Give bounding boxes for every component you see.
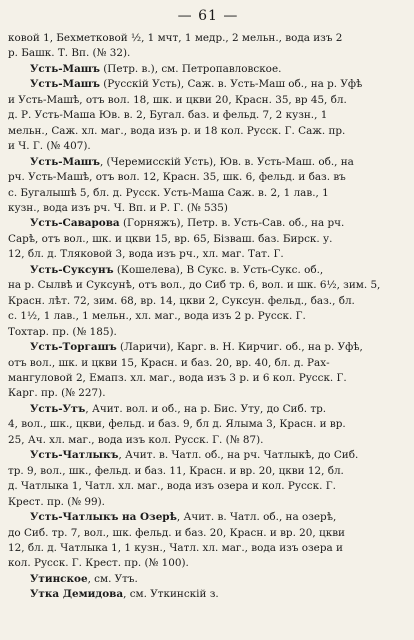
entry-text: мельн., Саж. хл. маг., вода изъ р. и 18 кол. Русск. Г. Саж. пр. bbox=[8, 124, 346, 137]
gazetteer-entry bbox=[8, 448, 408, 510]
entry-line bbox=[8, 31, 408, 46]
entry-text: Крест. пр. (№ 99). bbox=[8, 495, 105, 508]
entry-headword: Утинское bbox=[30, 572, 88, 585]
entry-text: р. Башк. Т. Вп. (№ 32). bbox=[8, 47, 131, 60]
gazetteer-entry bbox=[8, 216, 408, 262]
entry-text: Карг. пр. (№ 227). bbox=[8, 387, 106, 400]
entry-line bbox=[8, 201, 408, 216]
entry-line bbox=[8, 186, 408, 201]
entry-headword: Усть-Суксунъ bbox=[30, 263, 114, 276]
entry-line bbox=[8, 77, 408, 92]
entry-line bbox=[8, 232, 408, 247]
entry-headword: Усть-Утъ bbox=[30, 402, 86, 415]
entry-line bbox=[8, 448, 408, 463]
entry-line bbox=[8, 433, 408, 448]
entry-headword: Усть-Саварова bbox=[30, 217, 120, 230]
entry-line bbox=[8, 541, 408, 556]
entry-line bbox=[8, 263, 408, 278]
entry-text: (Русскій Усть), Саж. в. Усть-Маш об., на р. Уфѣ bbox=[99, 78, 363, 91]
entry-text: , (Черемисскій Усть), Юв. в. Усть-Маш. об., на bbox=[99, 155, 354, 168]
entry-text: , Ачит. в. Чатл. об., на рч. Чатлыкѣ, до Сиб. bbox=[118, 449, 359, 462]
entry-text: , см. Уткинскій з. bbox=[123, 588, 219, 601]
gazetteer-entry bbox=[8, 263, 408, 340]
entry-text: и Усть-Машѣ, отъ вол. 18, шк. и цкви 20, Красн. 35, вр 45, бл. bbox=[8, 93, 347, 106]
entry-text: , Ачит. вол. и об., на р. Бис. Уту, до Сиб. тр. bbox=[85, 402, 327, 415]
entry-line bbox=[8, 386, 408, 401]
entry-line bbox=[8, 124, 408, 139]
entry-line bbox=[8, 139, 408, 154]
entry-line bbox=[8, 325, 408, 340]
entry-text: (Кошелева), В Сукс. в. Усть-Сукс. об., bbox=[113, 263, 324, 276]
gazetteer-entry bbox=[8, 77, 408, 154]
entry-headword: Утка Демидова bbox=[30, 588, 124, 601]
entry-text: Сарѣ, отъ вол., шк. и цкви 15, вр. 65, Бізваш. баз. Бирск. у. bbox=[8, 232, 333, 245]
entry-text: на р. Сылвѣ и Суксунѣ, отъ вол., до Сиб тр. 6, вол. и шк. 6½, зим. 5, bbox=[8, 279, 381, 292]
entry-line bbox=[8, 278, 408, 293]
entry-text: ковой 1, Бехметковой ½, 1 мчт, 1 медр., 2 мельн., вода изъ 2 bbox=[8, 32, 343, 44]
entry-text: (Горняжъ), Петр. в. Усть-Сав. об., на рч. bbox=[119, 217, 345, 230]
entry-text: 4, вол., шк., цкви, фельд. и баз. 9, бл д. Ялыма 3, Красн. и вр. bbox=[8, 418, 346, 431]
entry-text: и Ч. Г. (№ 407). bbox=[8, 140, 91, 153]
entry-text: кузн., вода изъ рч. Ч. Вп. и Р. Г. (№ 535) bbox=[8, 201, 228, 214]
entry-headword: Усть-Машъ bbox=[30, 62, 100, 75]
entry-text: тр. 9, вол., шк., фельд. и баз. 11, Красн. и вр. 20, цкви 12, бл. bbox=[8, 464, 344, 477]
entry-text: 12, бл. д. Тляковой 3, вода изъ рч., хл. маг. Тат. Г. bbox=[8, 248, 284, 261]
gazetteer-entry bbox=[8, 340, 408, 402]
entry-line bbox=[8, 510, 408, 525]
gazetteer-entry bbox=[8, 572, 408, 587]
entry-line bbox=[8, 216, 408, 231]
entry-text: Красн. лѣт. 72, зим. 68, вр. 14, цкви 2, Суксун. фельд., баз., бл. bbox=[8, 294, 355, 307]
entry-line bbox=[8, 402, 408, 417]
gazetteer-entry bbox=[8, 402, 408, 448]
entry-text: рч. Усть-Машѣ, отъ вол. 12, Красн. 35, шк. 6, фельд. и баз. въ bbox=[8, 171, 346, 184]
entry-line bbox=[8, 62, 408, 77]
entry-text: 25, Ач. хл. маг., вода изъ кол. Русск. Г. (№ 87). bbox=[8, 433, 264, 446]
gazetteer-entry bbox=[8, 510, 408, 572]
entry-text: (Ларичи), Карг. в. Н. Кирчиг. об., на р. Уфѣ, bbox=[116, 341, 363, 354]
entry-text: д. Р. Усть-Маша Юв. в. 2, Бугал. баз. и фельд. 7, 2 кузн., 1 bbox=[8, 109, 328, 122]
entry-line bbox=[8, 464, 408, 479]
entry-line bbox=[8, 294, 408, 309]
gazetteer-entry bbox=[8, 31, 408, 62]
entry-text: с. 1½, 1 лав., 1 мельн., хл. маг., вода изъ 2 р. Русск. Г. bbox=[8, 310, 306, 323]
page-number: — 61 — bbox=[177, 8, 239, 24]
entry-text: до Сиб. тр. 7, вол., шк. фельд. и баз. 20, Красн. и вр. 20, цкви bbox=[8, 526, 345, 539]
entry-text: Тохтар. пр. (№ 185). bbox=[8, 325, 117, 338]
entry-headword: Усть-Чатлыкъ bbox=[30, 449, 119, 462]
entry-line bbox=[8, 556, 408, 571]
entry-line bbox=[8, 572, 408, 587]
entry-text: отъ вол., шк. и цкви 15, Красн. и баз. 20, вр. 40, бл. д. Рах- bbox=[8, 356, 330, 369]
entry-headword: Усть-Машъ bbox=[30, 78, 100, 91]
entry-text: , Ачит. в. Чатл. об., на озерѣ, bbox=[176, 511, 337, 524]
entry-text: 12, бл. д. Чатлыка 1, 1 кузн., Чатл. хл. маг., вода изъ озера и bbox=[8, 541, 343, 554]
gazetteer-entry bbox=[8, 587, 408, 602]
entry-line bbox=[8, 309, 408, 324]
entry-text: д. Чатлыка 1, Чатл. хл. маг., вода изъ озера и кол. Русск. Г. bbox=[8, 480, 336, 493]
entry-line bbox=[8, 495, 408, 510]
entry-text: , см. Утъ. bbox=[87, 572, 138, 585]
entry-headword: Усть-Машъ bbox=[30, 155, 100, 168]
entry-line bbox=[8, 46, 408, 61]
entry-headword: Усть-Торгашъ bbox=[30, 341, 117, 354]
entry-line bbox=[8, 371, 408, 386]
gazetteer-entry bbox=[8, 62, 408, 77]
entry-text: с. Бугалышѣ 5, бл. д. Русск. Усть-Маша Саж. в. 2, 1 лав., 1 bbox=[8, 186, 329, 199]
entry-line bbox=[8, 155, 408, 170]
entry-headword: Усть-Чатлыкъ на Озерѣ bbox=[30, 511, 177, 524]
gazetteer-entry bbox=[8, 155, 408, 217]
entries-list bbox=[8, 31, 408, 603]
entry-line bbox=[8, 587, 408, 602]
entry-text: (Петр. в.), см. Петропавловское. bbox=[99, 62, 282, 75]
entry-line bbox=[8, 340, 408, 355]
entry-line bbox=[8, 417, 408, 432]
entry-line bbox=[8, 479, 408, 494]
entry-line bbox=[8, 247, 408, 262]
entry-text: мангуловой 2, Емапз. хл. маг., вода изъ 3 р. и 6 кол. Русск. Г. bbox=[8, 371, 347, 384]
entry-line bbox=[8, 93, 408, 108]
entry-text: кол. Русск. Г. Крест. пр. (№ 100). bbox=[8, 557, 189, 570]
entry-line bbox=[8, 108, 408, 123]
entry-line bbox=[8, 526, 408, 541]
entry-line bbox=[8, 170, 408, 185]
entry-line bbox=[8, 356, 408, 371]
